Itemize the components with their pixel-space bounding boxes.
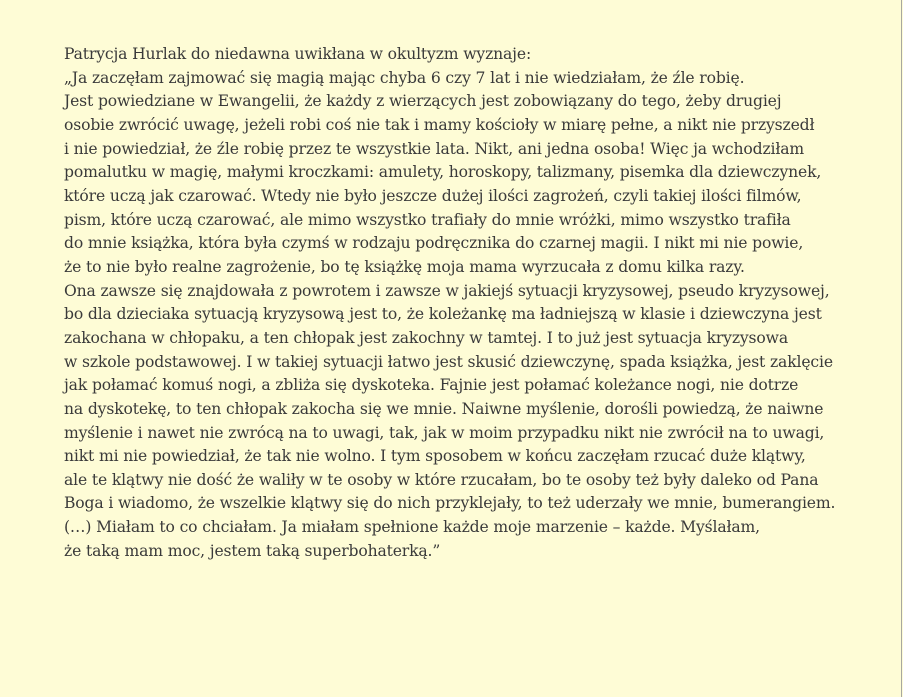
text-line: bo dla dzieciaka sytuacją kryzysową jest to, że koleżankę ma ładniejszą w klasie i dziewczyna jest xyxy=(64,305,822,324)
text-line: jak połamać komuś nogi, a zbliża się dyskoteka. Fajnie jest połamać koleżance nogi, nie dotrze xyxy=(64,376,799,395)
quote-text-block xyxy=(64,43,864,563)
text-line: które uczą jak czarować. Wtedy nie było jeszcze dużej ilości zagrożeń, czyli takiej ilości filmów, xyxy=(64,186,802,205)
text-line: Boga i wiadomo, że wszelkie klątwy się do nich przyklejały, to też uderzały we mnie, bumerangiem. xyxy=(64,494,836,513)
text-line: w szkole podstawowej. I w takiej sytuacji łatwo jest skusić dziewczynę, spada książka, jest zaklęcie xyxy=(64,352,833,371)
text-line: że to nie było realne zagrożenie, bo tę książkę moja mama wyrzucała z domu kilka razy. xyxy=(64,257,745,276)
text-line: Ona zawsze się znajdowała z powrotem i zawsze w jakiejś sytuacji kryzysowej, pseudo kryzysowej, xyxy=(64,281,830,300)
text-line: nikt mi nie powiedział, że tak nie wolno. I tym sposobem w końcu zaczęłam rzucać duże klątwy, xyxy=(64,447,806,466)
text-line: pism, które uczą czarować, ale mimo wszystko trafiały do mnie wróżki, mimo wszystko trafiła xyxy=(64,210,791,229)
text-line: ale te klątwy nie dość że waliły w te osoby w które rzucałam, bo te osoby też były daleko od Pana xyxy=(64,470,819,489)
text-line: Patrycja Hurlak do niedawna uwikłana w okultyzm wyznaje: xyxy=(64,45,532,63)
text-line: do mnie książka, która była czymś w rodzaju podręcznika do czarnej magii. I nikt mi nie powie, xyxy=(64,234,804,253)
text-line: zakochana w chłopaku, a ten chłopak jest zakochny w tamtej. I to już jest sytuacja kryzysowa xyxy=(64,328,788,347)
text-line: że taką mam moc, jestem taką superbohaterką.” xyxy=(64,541,441,560)
text-line: myślenie i nawet nie zwrócą na to uwagi, tak, jak w moim przypadku nikt nie zwrócił na to uwagi, xyxy=(64,423,825,442)
text-line: osobie zwrócić uwagę, jeżeli robi coś nie tak i mamy kościoły w miarę pełne, a nikt nie przyszedł xyxy=(64,115,815,134)
text-line: „Ja zaczęłam zajmować się magią mając chyba 6 czy 7 lat i nie wiedziałam, że źle robię. xyxy=(64,68,745,87)
text-line: na dyskotekę, to ten chłopak zakocha się we mnie. Naiwne myślenie, dorośli powiedzą, że naiwne xyxy=(64,399,824,418)
text-line: Jest powiedziane w Ewangelii, że każdy z wierzących jest zobowiązany do tego, żeby drugiej xyxy=(64,92,782,111)
text-line: i nie powiedział, że źle robię przez te wszystkie lata. Nikt, ani jedna osoba! Więc ja wchodziłam xyxy=(64,139,805,158)
text-line: pomalutku w magię, małymi kroczkami: amulety, horoskopy, talizmany, pisemka dla dziewczynek, xyxy=(64,163,822,182)
text-line: (…) Miałam to co chciałam. Ja miałam spełnione każde moje marzenie – każde. Myślałam, xyxy=(64,518,760,537)
